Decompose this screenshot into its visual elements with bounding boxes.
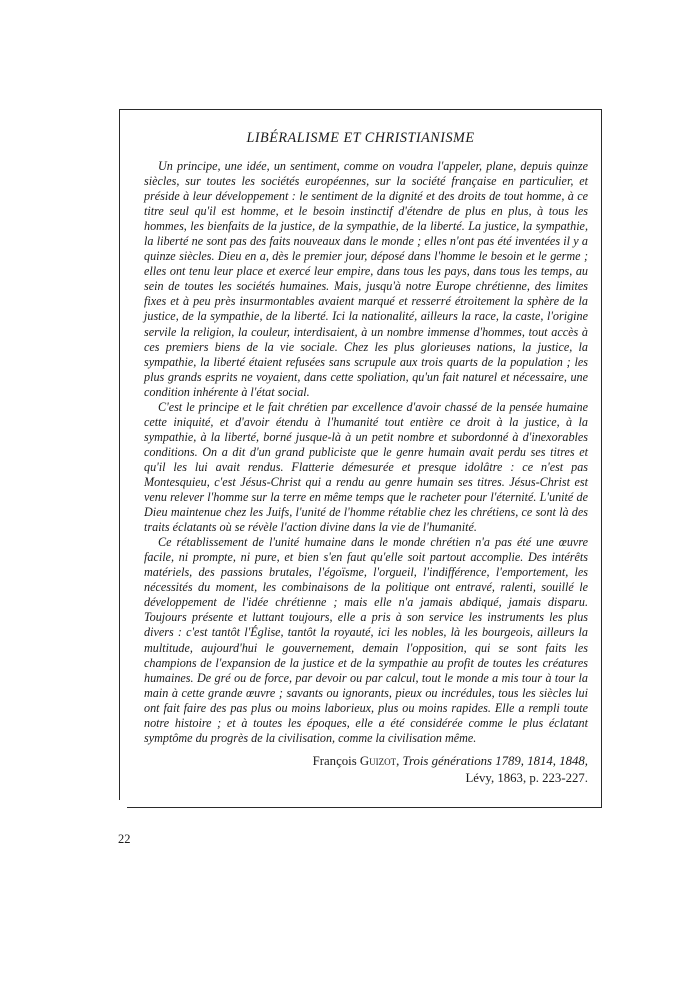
attribution [144, 753, 588, 786]
paragraph-2: C'est le principe et le fait chrétien par excellence d'avoir chassé de la pensée humaine cette iniquité, et d'avoir étendu à l'humanité tout entière ce droit à la justice, à la sympathie, à la liberté, borné jusque-là à un petit nombre et subordonné à d'inexorables conditions. On a dit d'un grand publiciste que le genre humain avait perdu ses titres et qu'il les lui avait rendus. Flatterie démesurée et presque idolâtre : ce n'est pas Montesquieu, c'est Jésus-Christ qui a rendu au genre humain ses titres. Jésus-Christ est venu relever l'homme sur la terre en même temps que le racheter pour l'éternité. L'unité de Dieu maintenue chez les Juifs, l'unité de l'homme rétablie chez les chrétiens, ce sont là des traits éclatants où se révèle l'action divine dans la vie de l'humanité. [144, 399, 588, 535]
author-last-name: Guizot [359, 754, 397, 768]
article-body [144, 159, 588, 746]
comma: , [396, 754, 400, 768]
paragraph-3: Ce rétablissement de l'unité humaine dans le monde chrétien n'a pas été une œuvre facile, ni prompte, ni pure, et bien s'en faut qu'elle soit partout accomplie. Des intérêts matériels, des passions brutales, l'égoïsme, l'orgueil, l'indifférence, l'emportement, les nécessités du moment, les combinaisons de la politique ont entravé, ralenti, souillé le développement de l'idée chrétienne ; mais elle n'a jamais abdiqué, jamais disparu. Toujours présente et luttant toujours, elle a pris à son service les instruments les plus divers : c'est tantôt l'Église, tantôt la royauté, ici les nobles, là les bourgeois, ailleurs la multitude, aujourd'hui le gouvernement, demain l'opposition, qui se sont faits les champions de l'expansion de la justice et de la sympathie au profit de toutes les créatures humaines. De gré ou de force, par devoir ou par calcul, tout le monde a mis tour à tour la main à cette grande œuvre ; savants ou ignorants, pieux ou incrédules, tous les siècles lui ont fait faire des pas plus ou moins laborieux, plus ou moins rapides. Elle a rempli toute notre histoire ; et à toutes les époques, elle a été considérée comme le plus éclatant symptôme du progrès de la civilisation, comme la civilisation même. [144, 535, 588, 745]
work-title: Trois générations 1789, 1814, 1848, [402, 754, 588, 768]
attribution-line-1 [144, 753, 588, 770]
paragraph-1: Un principe, une idée, un sentiment, comme on voudra l'appeler, plane, depuis quinze siècles, sur toutes les sociétés européennes, sur la société française en particulier, et préside à leur développement : le sentiment de la dignité et des droits de tout homme, à ce titre seul qu'il est homme, et le besoin instinctif d'étendre de plus en plus, à tous les hommes, les bienfaits de la justice, de la sympathie, de la liberté. La justice, la sympathie, la liberté ne sont pas des faits nouveaux dans le monde ; elles n'ont pas été inventées il y a quinze siècles. Dieu en a, dès le premier jour, déposé dans l'homme le besoin et le germe ; elles ont tenu leur place et exercé leur empire, dans tous les pays, dans tous les temps, au sein de toutes les sociétés humaines. Mais, jusqu'à notre Europe chrétienne, des limites fixes et à peu près insurmontables avaient marqué et resserré étroitement la sphère de la justice, de la sympathie, de la liberté. Ici la nationalité, ailleurs la race, la caste, l'origine servile la religion, la couleur, interdisaient, à un nombre immense d'hommes, tout accès à ces premiers biens de la vie sociale. Chez les plus glorieuses nations, la justice, la sympathie, la liberté étaient refusées sans scrupule aux trois quarts de la population ; les plus grands esprits ne voyaient, dans cette spoliation, qu'un fait naturel et nécessaire, une condition inhérente à l'état social. [144, 159, 588, 399]
author-first-name: François [312, 754, 357, 768]
page-number: 22 [118, 832, 131, 846]
page-title: LIBÉRALISME ET CHRISTIANISME [246, 130, 475, 146]
attribution-line-2: Lévy, 1863, p. 223-227. [465, 770, 588, 785]
border-gap [119, 800, 127, 809]
